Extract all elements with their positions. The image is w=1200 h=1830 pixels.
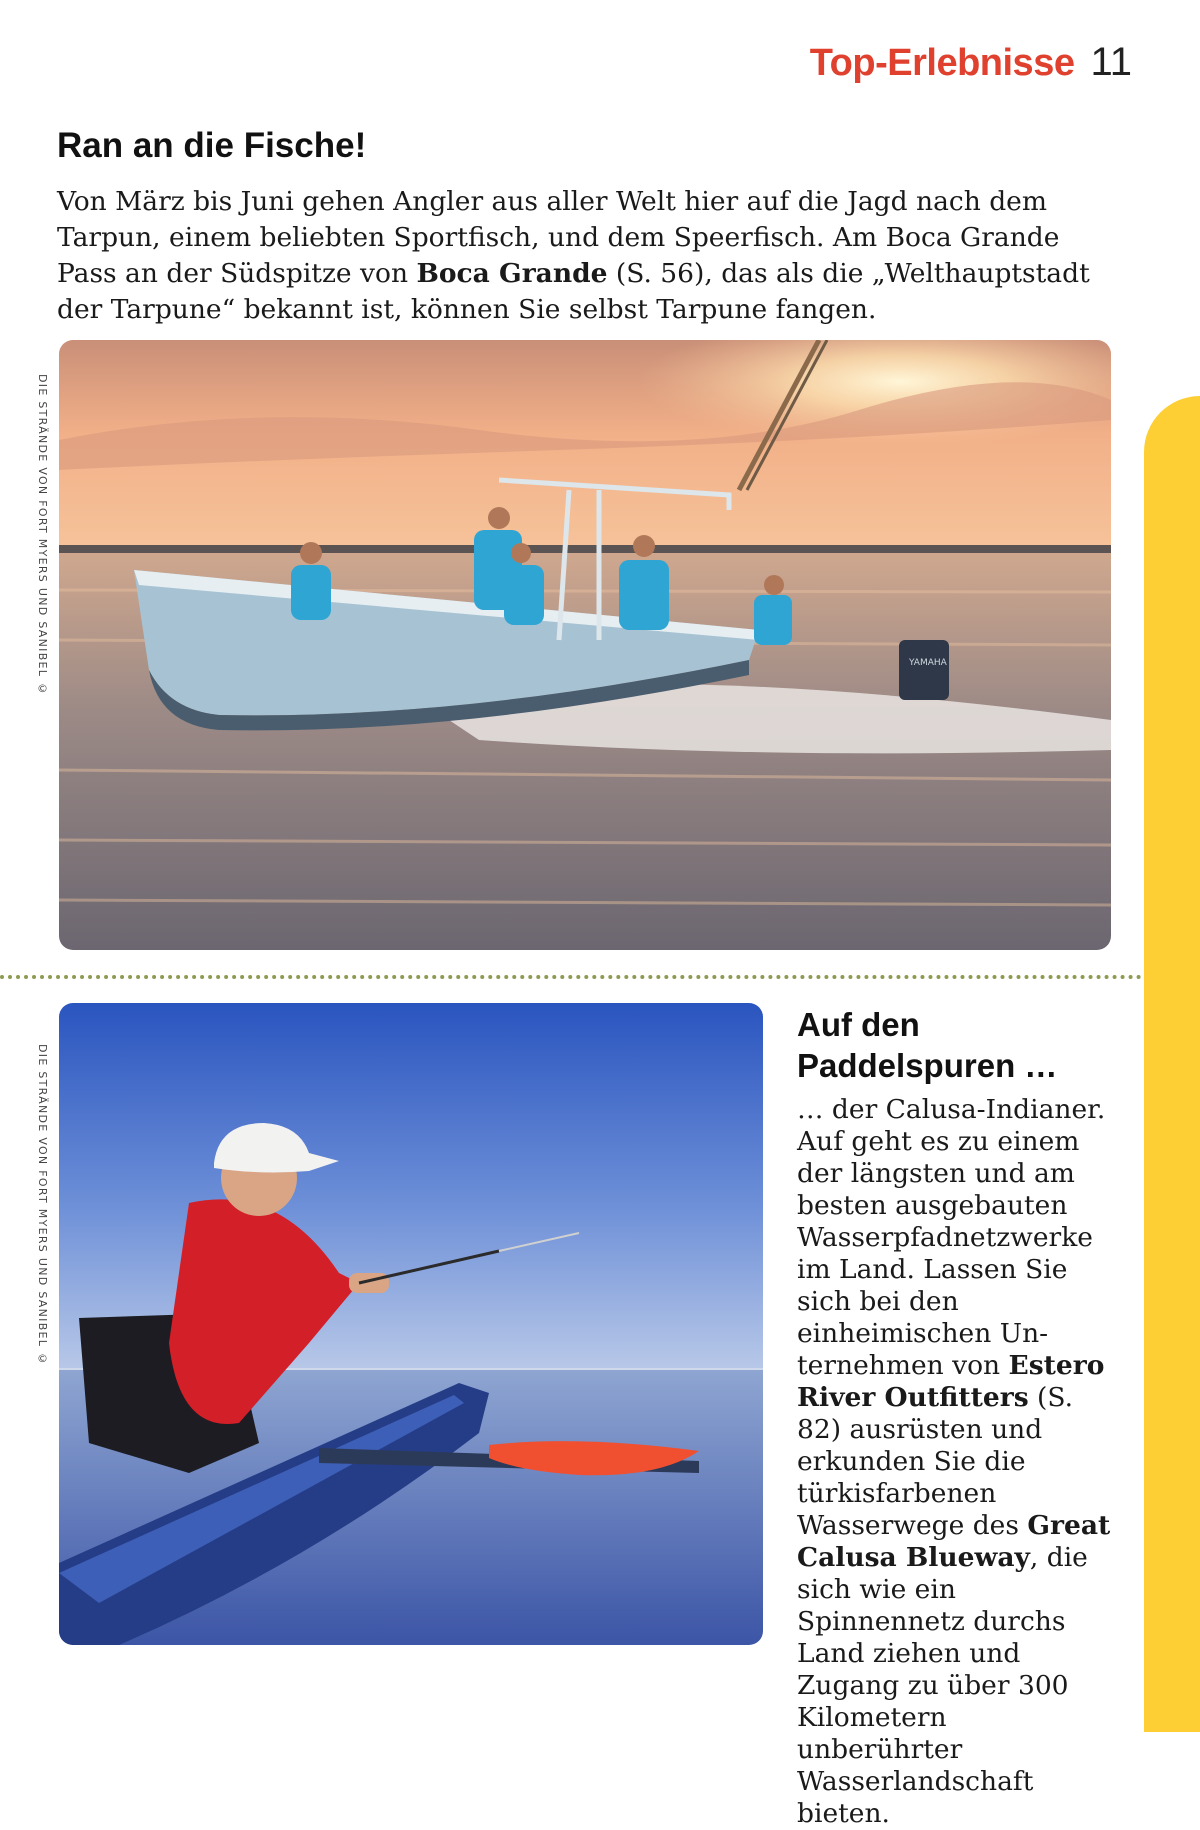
paddle-heading-line2: Paddelspuren …: [797, 1047, 1058, 1084]
paddle-paragraph: [797, 1094, 1115, 1830]
paddle-heading-line1: Auf den: [797, 1006, 920, 1043]
paddle-heading: [797, 1004, 1127, 1086]
fishing-paragraph: [57, 184, 1117, 328]
section-title: Top-Erlebnisse: [809, 42, 1075, 84]
fishing-text-2: (S. 56), das als die „Welthauptstadt der Tarpune“ bekannt ist, können Sie selbst Tarpune fangen.: [57, 258, 1090, 325]
paddle-text-3: , die sich wie ein Spinnennetz durchs Land ziehen und Zugang zu über 300 Kilometern unberührter Wasserlandschaft bieten.: [797, 1542, 1088, 1829]
paddle-text-1: … der Calusa-Indianer. Auf geht es zu einem der längsten und am besten ausgebauten Wasserpfadnetzwerke im Land. Lassen Sie sich bei den einheimischen Un- ternehmen von: [797, 1094, 1106, 1381]
fishing-text-1: Von März bis Juni gehen Angler aus aller Welt hier auf die Jagd nach dem Tarpun, einem beliebten Sportfisch, und dem Speerfisch. Am Boca Grande Pass an der Südspitze von: [57, 186, 1060, 289]
fishing-heading: Ran an die Fische!: [57, 126, 367, 165]
page-header: [810, 40, 1132, 85]
paddle-text-2: (S. 82) ausrüsten und erkunden Sie die türkisfarbenen Wasserwege des: [797, 1382, 1074, 1541]
estero-river-outfitters-link: Estero River Outfitters: [797, 1350, 1105, 1413]
boat-sunset-photo: [59, 340, 1111, 950]
section-divider: [0, 975, 1142, 979]
great-calusa-blueway-link: Great Calusa Blueway: [797, 1510, 1111, 1573]
kayak-fishing-photo: [59, 1003, 763, 1645]
motor-brand: YAMAHA: [909, 658, 947, 668]
chapter-tab: [1144, 396, 1200, 1732]
boca-grande-link: Boca Grande: [416, 258, 608, 289]
photo-credit-boat: DIE STRÄNDE VON FORT MYERS UND SANIBEL ©: [36, 374, 49, 697]
page-number: 11: [1090, 40, 1132, 84]
photo-credit-kayak: DIE STRÄNDE VON FORT MYERS UND SANIBEL ©: [36, 1044, 49, 1367]
